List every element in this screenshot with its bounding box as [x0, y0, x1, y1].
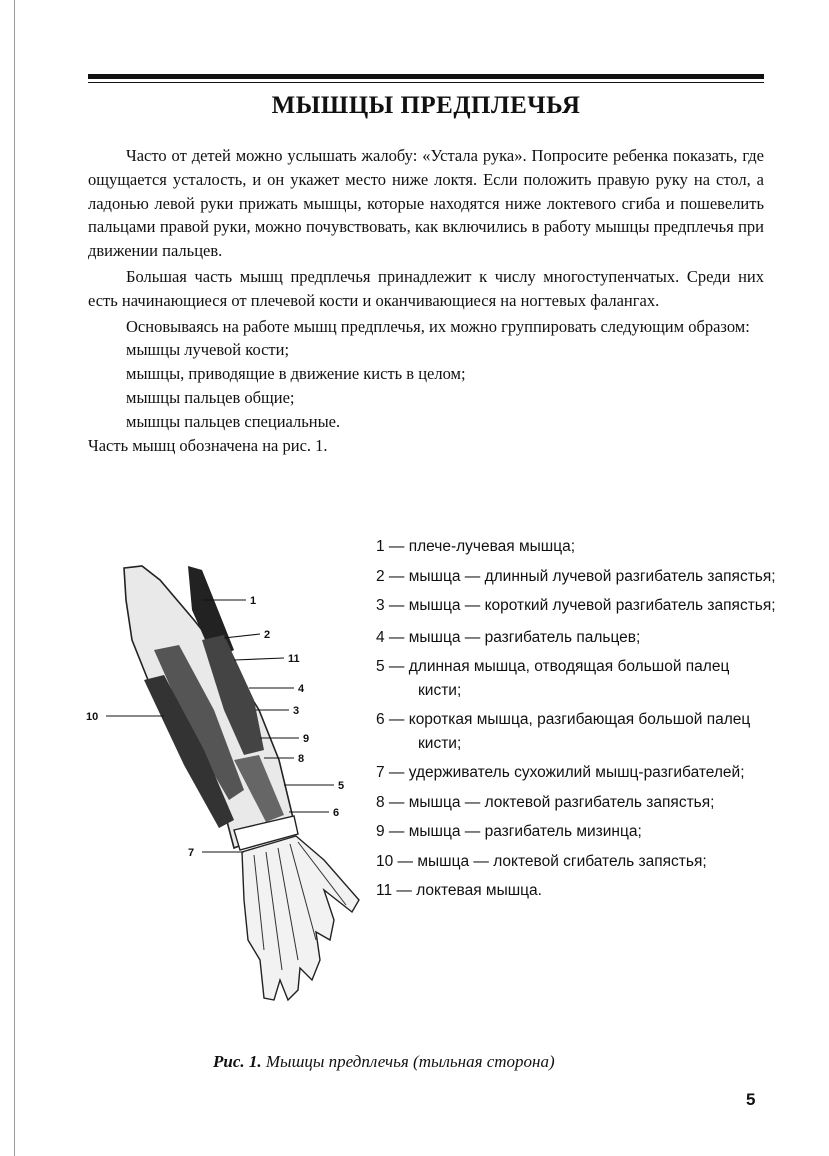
list-item: мышцы, приводящие в движение кисть в целом; [126, 364, 466, 384]
figure-label: 2 [264, 629, 271, 641]
scan-margin-line [14, 0, 15, 1156]
legend-item: 8 — мышца — локтевой разгибатель запястья; [376, 793, 715, 811]
figure-label: 6 [333, 807, 340, 819]
header-rule-thick [88, 74, 764, 79]
legend-item: 7 — удерживатель сухожилий мышц-разгибателей; [376, 764, 745, 781]
figure-note: Часть мышц обозначена на рис. 1. [88, 435, 328, 455]
page-title: МЫШЦЫ ПРЕДПЛЕЧЬЯ [271, 92, 581, 119]
figure-label: 10 [86, 711, 99, 723]
list-item: мышцы пальцев специальные. [126, 411, 341, 431]
body-text [88, 144, 764, 457]
paragraph: Часто от детей можно услышать жалобу: «Устала рука». Попросите ребенка показать, где ощущается усталость, и он укажет место ниже локтя. Если положить правую руку на стол, а ладонью левой руки прижать мышцы, которые находятся ниже локтевого сгиба и пошевелить пальцами правой руки, можно почувствовать, как включились в работу мышцы предплечья при движении пальцев. [88, 146, 764, 261]
figure-caption [213, 1052, 663, 1072]
figure-label: 9 [303, 733, 310, 745]
caption-text: Мышцы предплечья (тыльная сторона) [265, 1052, 555, 1071]
paragraph: Большая часть мышц предплечья принадлежит к числу многоступенчатых. Среди них есть начинающиеся от плечевой кости и оканчивающиеся на ногтевых фалангах. [88, 266, 764, 310]
muscle-group-list [88, 338, 764, 433]
figure-label: 1 [250, 595, 257, 607]
legend-item: 4 — мышца — разгибатель пальцев; [376, 628, 641, 646]
hand-shape [242, 836, 359, 1000]
legend-item: 11 — локтевая мышца. [376, 882, 542, 899]
list-item: мышцы лучевой кости; [126, 340, 290, 360]
figure-label: 11 [288, 653, 300, 665]
legend-item: 10 — мышца — локтевой сгибатель запястья; [376, 852, 707, 870]
figure-label: 4 [298, 683, 305, 695]
list-item: мышцы пальцев общие; [126, 387, 295, 407]
legend-item: 1 — плече-лучевая мышца; [376, 538, 576, 555]
paragraph: Основываясь на работе мышц предплечья, их можно группировать следующим образом: [126, 316, 750, 336]
figure-label: 7 [188, 847, 195, 859]
caption-prefix: Рис. 1. [213, 1052, 262, 1071]
legend-item: 5 — длинная мышца, отводящая большой палец кисти; [376, 658, 730, 699]
figure-label: 3 [293, 705, 300, 717]
figure-legend [376, 535, 776, 909]
legend-item: 3 — мышца — короткий лучевой разгибатель запястья; [376, 597, 776, 614]
header-rule-thin [88, 82, 764, 83]
figure-label: 5 [338, 780, 345, 792]
legend-item: 9 — мышца — разгибатель мизинца; [376, 823, 642, 840]
legend-item: 6 — короткая мышца, разгибающая большой палец кисти; [376, 711, 751, 752]
page-number: 5 [746, 1090, 756, 1109]
legend-item: 2 — мышца — длинный лучевой разгибатель запястья; [376, 567, 776, 585]
figure-label: 8 [298, 753, 305, 765]
forearm-illustration [84, 560, 374, 1020]
